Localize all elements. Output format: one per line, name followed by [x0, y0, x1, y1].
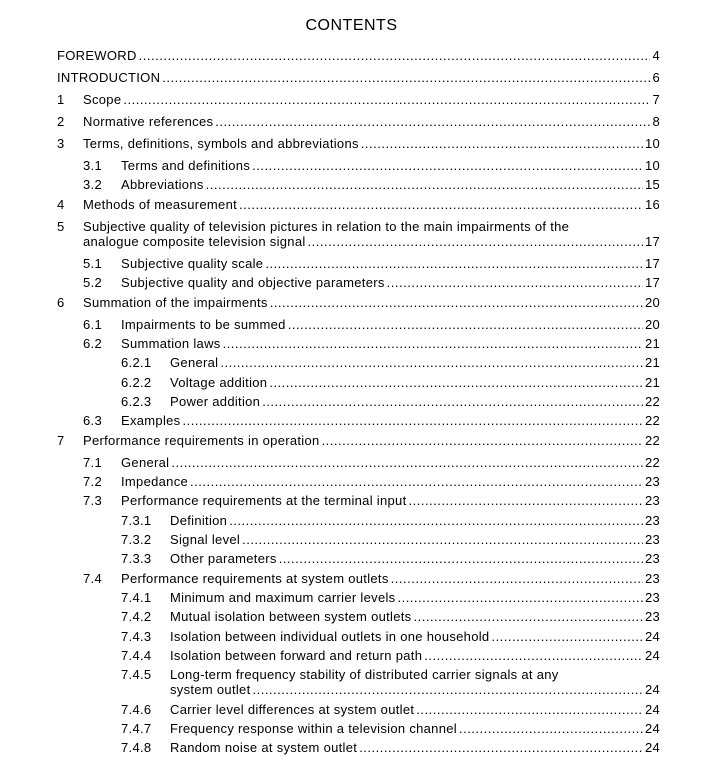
toc-dot-leader	[288, 316, 643, 334]
toc-entry-text: Performance requirements at system outlets	[121, 571, 389, 586]
toc-entry-text: Impairments to be summed	[121, 317, 286, 332]
toc-page-number: 22	[644, 455, 660, 470]
toc-section-number: 6	[57, 295, 65, 310]
toc-page-number: 24	[644, 740, 660, 755]
toc-entry-performance-operation[interactable]	[83, 432, 660, 450]
toc-entry-text: Terms and definitions	[121, 158, 251, 173]
toc-dot-leader	[123, 91, 650, 109]
toc-section-number: 7.4.7	[121, 721, 152, 736]
toc-section-number: 7.4.1	[121, 590, 152, 605]
toc-page-number: 4	[652, 48, 660, 63]
toc-entry-text: Other parameters	[170, 551, 277, 566]
toc-dot-leader	[391, 570, 643, 588]
toc-entry-text: Subjective quality and objective parameters	[121, 275, 385, 290]
toc-section-number: 7.4.8	[121, 740, 152, 755]
toc-entry-terminal-input[interactable]	[121, 492, 660, 510]
toc-dot-leader	[397, 589, 642, 607]
toc-section-number: 2	[57, 114, 65, 129]
toc-entry-definition[interactable]	[170, 512, 660, 530]
toc-entry-text: Methods of measurement	[83, 197, 238, 212]
toc-entry-text: Terms, definitions, symbols and abbreviations	[83, 136, 359, 151]
toc-page-number: 23	[644, 571, 660, 586]
toc-section-number: 6.2.2	[121, 375, 152, 390]
toc-dot-leader	[279, 550, 643, 568]
toc-page-number: 24	[644, 702, 660, 717]
toc-page-number: 6	[652, 70, 660, 85]
toc-entry-text-first-line: Subjective quality of television pictures in relation to the main impairments of the	[83, 219, 570, 234]
toc-section-number: 7.3	[83, 493, 102, 508]
toc-section-number: 4	[57, 197, 65, 212]
toc-entry-mutual-isolation[interactable]	[170, 608, 660, 626]
toc-entry-forward-return[interactable]	[170, 647, 660, 665]
toc-entry-text: Power addition	[170, 394, 261, 409]
toc-entry-text: Impedance	[121, 474, 189, 489]
toc-entry-text: Performance requirements at the terminal input	[121, 493, 407, 508]
toc-section-number: 7.4.3	[121, 629, 152, 644]
toc-entry-examples[interactable]	[121, 412, 660, 430]
toc-entry-power-addition[interactable]	[170, 393, 660, 411]
toc-entry-impairments-summed[interactable]	[121, 316, 660, 334]
toc-section-number: 7.4.2	[121, 609, 152, 624]
toc-dot-leader	[308, 233, 643, 251]
toc-dot-leader	[162, 69, 650, 87]
toc-entry-subjective-quality[interactable]	[83, 233, 660, 251]
toc-page-number: 23	[644, 590, 660, 605]
toc-dot-leader	[265, 255, 643, 273]
toc-page-number: 23	[644, 493, 660, 508]
toc-page-number: 22	[644, 413, 660, 428]
toc-page-number: 21	[644, 375, 660, 390]
toc-section-number: 3	[57, 136, 65, 151]
toc-entry-carrier-levels[interactable]	[170, 589, 660, 607]
toc-dot-leader	[139, 47, 651, 65]
toc-dot-leader	[190, 473, 643, 491]
toc-entry-text: Isolation between forward and return path	[170, 648, 423, 663]
toc-section-number: 7.1	[83, 455, 102, 470]
toc-dot-leader	[206, 176, 643, 194]
toc-dot-leader	[252, 681, 642, 699]
toc-dot-leader	[359, 739, 643, 757]
toc-section-number: 3.2	[83, 177, 102, 192]
toc-entry-random-noise[interactable]	[170, 739, 660, 757]
toc-entry-individual-outlets[interactable]	[170, 628, 660, 646]
toc-page-number: 17	[644, 234, 660, 249]
toc-section-number: 6.1	[83, 317, 102, 332]
toc-section-number: 7.3.2	[121, 532, 152, 547]
toc-entry-text: Summation laws	[121, 336, 221, 351]
toc-entry-text: Definition	[170, 513, 228, 528]
toc-entry-text: General	[170, 355, 219, 370]
toc-entry-text: Summation of the impairments	[83, 295, 268, 310]
toc-entry-text-first-line: Long-term frequency stability of distributed carrier signals at any	[170, 667, 559, 682]
toc-entry-system-outlets[interactable]	[121, 570, 660, 588]
toc-entry-introduction[interactable]	[57, 69, 660, 87]
toc-section-number: 6.3	[83, 413, 102, 428]
toc-entry-text: Random noise at system outlet	[170, 740, 358, 755]
toc-entry-text: FOREWORD	[57, 48, 137, 63]
toc-dot-leader	[322, 432, 643, 450]
toc-dot-leader	[171, 454, 643, 472]
toc-section-number: 7.4	[83, 571, 102, 586]
toc-dot-leader	[491, 628, 642, 646]
toc-entry-methods[interactable]	[83, 196, 660, 214]
toc-entry-text: analogue composite television signal	[83, 234, 306, 249]
toc-dot-leader	[270, 294, 643, 312]
toc-page-number: 10	[644, 158, 660, 173]
toc-page-number: 17	[644, 275, 660, 290]
toc-entry-frequency-stability[interactable]	[170, 681, 660, 699]
toc-section-number: 6.2	[83, 336, 102, 351]
toc-section-number: 7.3.3	[121, 551, 152, 566]
toc-page-number: 22	[644, 433, 660, 448]
toc-entry-scope[interactable]	[83, 91, 660, 109]
toc-entry-normative-references[interactable]	[83, 113, 660, 131]
toc-entry-general-7-1[interactable]	[121, 454, 660, 472]
toc-entry-text: General	[121, 455, 170, 470]
toc-entry-summation[interactable]	[83, 294, 660, 312]
toc-dot-leader	[361, 135, 643, 153]
toc-dot-leader	[215, 113, 650, 131]
toc-entry-text: Isolation between individual outlets in one household	[170, 629, 490, 644]
toc-section-number: 5.1	[83, 256, 102, 271]
toc-entry-text: Performance requirements in operation	[83, 433, 320, 448]
toc-page-number: 21	[644, 355, 660, 370]
toc-page-number: 24	[644, 682, 660, 697]
toc-page-number: 21	[644, 336, 660, 351]
toc-page-number: 10	[644, 136, 660, 151]
toc-dot-leader	[182, 412, 642, 430]
toc-section-number: 5	[57, 219, 65, 234]
toc-entry-summation-laws[interactable]	[121, 335, 660, 353]
toc-page-number: 20	[644, 317, 660, 332]
toc-entry-general[interactable]	[170, 354, 660, 372]
toc-entry-text: Minimum and maximum carrier levels	[170, 590, 396, 605]
toc-page-number: 17	[644, 256, 660, 271]
toc-page-number: 15	[644, 177, 660, 192]
toc-entry-text: Subjective quality scale	[121, 256, 264, 271]
toc-dot-leader	[269, 374, 643, 392]
toc-entry-text: Abbreviations	[121, 177, 204, 192]
toc-entry-impedance[interactable]	[121, 473, 660, 491]
toc-page-number: 22	[644, 394, 660, 409]
toc-entry-terms-definitions[interactable]	[121, 157, 660, 175]
toc-dot-leader	[459, 720, 643, 738]
toc-entry-voltage-addition[interactable]	[170, 374, 660, 392]
toc-entry-text: Mutual isolation between system outlets	[170, 609, 412, 624]
toc-dot-leader	[252, 157, 643, 175]
toc-entry-text: Carrier level differences at system outlet	[170, 702, 415, 717]
toc-entry-text: Normative references	[83, 114, 214, 129]
toc-section-number: 6.2.3	[121, 394, 152, 409]
toc-dot-leader	[387, 274, 643, 292]
toc-entry-foreword[interactable]	[57, 47, 660, 65]
toc-page-number: 16	[644, 197, 660, 212]
toc-dot-leader	[220, 354, 643, 372]
toc-section-number: 7	[57, 433, 65, 448]
toc-section-number: 6.2.1	[121, 355, 152, 370]
toc-dot-leader	[409, 492, 643, 510]
toc-entry-signal-level[interactable]	[170, 531, 660, 549]
toc-entry-objective-parameters[interactable]	[121, 274, 660, 292]
toc-page-number: 20	[644, 295, 660, 310]
toc-page-number: 23	[644, 532, 660, 547]
toc-dot-leader	[262, 393, 643, 411]
toc-page-number: 24	[644, 648, 660, 663]
toc-page-number: 23	[644, 474, 660, 489]
toc-entry-level-differences[interactable]	[170, 701, 660, 719]
toc-section-number: 5.2	[83, 275, 102, 290]
toc-entry-text: Examples	[121, 413, 181, 428]
toc-page-number: 23	[644, 513, 660, 528]
toc-dot-leader	[424, 647, 643, 665]
toc-entry-quality-scale[interactable]	[121, 255, 660, 273]
toc-entry-text: Frequency response within a television channel	[170, 721, 457, 736]
toc-dot-leader	[416, 701, 643, 719]
toc-dot-leader	[414, 608, 643, 626]
toc-section-number: 7.2	[83, 474, 102, 489]
toc-dot-leader	[239, 196, 643, 214]
toc-section-number: 3.1	[83, 158, 102, 173]
toc-dot-leader	[242, 531, 643, 549]
toc-page-number: 24	[644, 629, 660, 644]
toc-page-number: 23	[644, 551, 660, 566]
toc-entry-frequency-response[interactable]	[170, 720, 660, 738]
toc-entry-text: Signal level	[170, 532, 241, 547]
page-title: CONTENTS	[305, 17, 398, 34]
toc-section-number: 7.4.5	[121, 667, 152, 682]
toc-entry-text: system outlet	[170, 682, 251, 697]
toc-entry-abbreviations[interactable]	[121, 176, 660, 194]
toc-dot-leader	[223, 335, 643, 353]
toc-entry-other-parameters[interactable]	[170, 550, 660, 568]
toc-entry-text: Voltage addition	[170, 375, 268, 390]
toc-page-number: 8	[652, 114, 660, 129]
toc-section-number: 7.4.6	[121, 702, 152, 717]
toc-section-number: 1	[57, 92, 65, 107]
toc-entry-text: Scope	[83, 92, 122, 107]
toc-page-number: 24	[644, 721, 660, 736]
toc-section-number: 7.3.1	[121, 513, 152, 528]
toc-dot-leader	[229, 512, 643, 530]
toc-section-number: 7.4.4	[121, 648, 152, 663]
toc-page-number: 23	[644, 609, 660, 624]
toc-entry-terms[interactable]	[83, 135, 660, 153]
toc-page-number: 7	[652, 92, 660, 107]
toc-entry-text: INTRODUCTION	[57, 70, 161, 85]
